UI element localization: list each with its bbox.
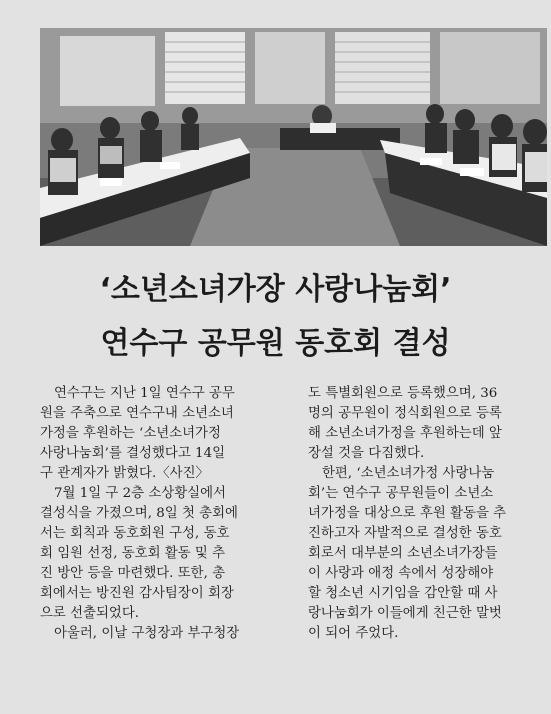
headline-title: ‘소년소녀가장 사랑나눔회’ bbox=[99, 272, 452, 307]
body-line: 으로 선출되었다. bbox=[40, 606, 140, 621]
body-line: 할 청소년 시기임을 감안할 때 사 bbox=[308, 586, 498, 601]
body-line: 회에서는 방진원 감사팀장이 회장 bbox=[40, 586, 234, 601]
body-line: 명의 공무원이 정식회원으로 등록 bbox=[308, 406, 502, 421]
body-line: 이 되어 주었다. bbox=[308, 626, 399, 641]
body-line: 서는 회칙과 동호회원 구성, 동호 bbox=[40, 526, 230, 541]
body-line: 회 임원 선정, 동호회 활동 및 추 bbox=[40, 546, 226, 561]
body-line: 회로서 대부분의 소년소녀가장들 bbox=[308, 546, 498, 561]
body-line: 아울러, 이날 구청장과 부구청장 bbox=[54, 626, 240, 641]
body-line: 회’는 연수구 공무원들이 소년소 bbox=[308, 486, 494, 501]
article-body-left-column bbox=[40, 384, 278, 644]
body-line: 결성식을 가졌으며, 8일 첫 총회에 bbox=[40, 506, 238, 521]
body-line: 연수구는 지난 1일 연수구 공무 bbox=[54, 386, 235, 401]
body-line: 구 관계자가 밝혔다.〈사진〉 bbox=[40, 466, 209, 481]
body-line: 진하고자 자발적으로 결성한 동호 bbox=[308, 526, 502, 541]
meeting-photo-illustration bbox=[40, 28, 547, 246]
body-line: 녀가정을 대상으로 후원 활동을 추 bbox=[308, 506, 507, 521]
headline-subtitle: 연수구 공무원 동호회 결성 bbox=[100, 326, 451, 361]
body-line: 해 소년소녀가정을 후원하는데 앞 bbox=[308, 426, 502, 441]
body-line: 진 방안 등을 마련했다. 또한, 총 bbox=[40, 566, 226, 581]
body-line: 도 특별회원으로 등록했으며, 36 bbox=[308, 386, 498, 401]
article-body-right-column bbox=[308, 384, 546, 644]
body-line: 이 사랑과 애정 속에서 성장해야 bbox=[308, 566, 494, 581]
body-line: 원을 주축으로 연수구내 소년소녀 bbox=[40, 406, 234, 421]
body-line: 장설 것을 다짐했다. bbox=[308, 446, 425, 461]
body-line: 랑나눔회가 이들에게 친근한 말벗 bbox=[308, 606, 502, 621]
body-line: 한편, ‘소년소녀가정 사랑나눔 bbox=[322, 466, 495, 481]
body-line: 7월 1일 구 2층 소상황실에서 bbox=[54, 486, 226, 501]
meeting-photo bbox=[40, 28, 547, 246]
body-line: 사랑나눔회’를 결성했다고 14일 bbox=[40, 446, 226, 461]
body-line: 가정을 후원하는 ‘소년소녀가정 bbox=[40, 426, 221, 441]
